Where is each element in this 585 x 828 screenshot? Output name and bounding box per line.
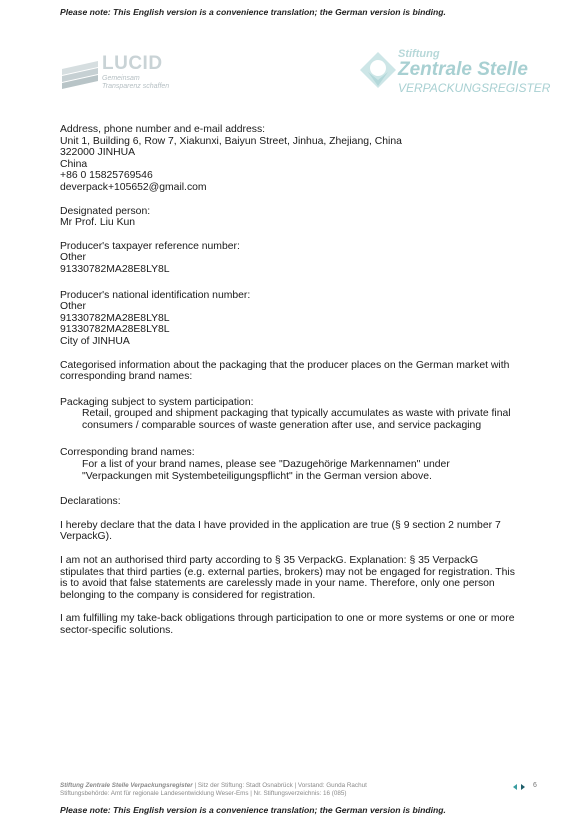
- national-id-number-1: 91330782MA28E8LY8L: [60, 312, 170, 324]
- declaration-3-line-1: I am fulfilling my take-back obligations through participation to one or more systems or one or more: [60, 613, 515, 625]
- page-number: 6: [533, 782, 537, 789]
- lucid-wordmark: LUCID: [102, 53, 163, 74]
- address-country: China: [60, 158, 88, 170]
- tax-label: Producer's taxpayer reference number:: [60, 240, 240, 252]
- declaration-2-line-1: I am not an authorised third party according to § 35 VerpackG. Explanation: § 35 VerpackG: [60, 555, 479, 567]
- declaration-2-line-3: is to avoid that false statements are carelessly made in your name. Therefore, only one person: [60, 578, 495, 590]
- binding-note-bottom: Please note: This English version is a convenience translation; the German version is binding.: [60, 805, 446, 815]
- declarations-label: Declarations:: [60, 496, 121, 508]
- zsvr-logo: [358, 48, 551, 96]
- national-id-city: City of JINHUA: [60, 335, 130, 347]
- categorised-line-2: corresponding brand names:: [60, 371, 193, 383]
- page-footer: [60, 782, 550, 798]
- address-label: Address, phone number and e-mail address:: [60, 124, 266, 135]
- tax-type: Other: [60, 252, 86, 264]
- declaration-1-line-2: VerpackG).: [60, 531, 112, 543]
- declaration-3: [60, 613, 535, 636]
- binding-note-top: Please note: This English version is a convenience translation; the German version is binding.: [60, 7, 446, 17]
- zsvr-line-2: Zentrale Stelle: [398, 59, 528, 80]
- national-id-block: [60, 290, 535, 348]
- national-id-type: Other: [60, 301, 86, 313]
- packaging-label: Packaging subject to system participation:: [60, 396, 254, 408]
- tax-block: [60, 241, 535, 276]
- categorised-line-1: Categorised information about the packaging that the producer places on the German market with: [60, 359, 510, 371]
- lucid-mark-icon: [60, 57, 100, 91]
- zsvr-line-3: VERPACKUNGSREGISTER: [398, 81, 551, 95]
- declaration-2-line-4: belonging to the company is considered for registration.: [60, 589, 316, 601]
- declaration-1: [60, 520, 535, 543]
- declaration-1-line-1: I hereby declare that the data I have provided in the application are true (§ 9 section 2 number 7: [60, 519, 501, 531]
- footer-org: Stiftung Zentrale Stelle Verpackungsregister: [60, 782, 193, 789]
- designated-name: Mr Prof. Liu Kun: [60, 217, 136, 229]
- national-id-number-2: 91330782MA28E8LY8L: [60, 324, 170, 336]
- lucid-tagline-2: Transparenz schaffen: [102, 83, 170, 90]
- packaging-line-2: consumers / comparable sources of waste generation after use, and service packaging: [82, 419, 482, 431]
- footer-line-2: Stiftungsbehörde: Amt für regionale Landesentwicklung Weser-Ems | Nr. Stiftungsverzeichnis: 16 (085): [60, 790, 347, 797]
- declaration-2: [60, 555, 535, 601]
- categorised-block: [60, 360, 535, 383]
- declaration-3-line-2: sector-specific solutions.: [60, 625, 174, 636]
- designated-label: Designated person:: [60, 205, 151, 217]
- brands-line-2: "Verpackungen mit Systembeteiligungspflicht" in the German version above.: [82, 470, 432, 482]
- address-street: Unit 1, Building 6, Row 7, Xiakunxi, Baiyun Street, Jinhua, Zhejiang, China: [60, 135, 402, 147]
- address-postal: 322000 JINHUA: [60, 147, 136, 159]
- packaging-block: [60, 397, 535, 432]
- brands-label: Corresponding brand names:: [60, 447, 195, 459]
- brands-line-1: For a list of your brand names, please see "Dazugehörige Markennamen" under: [82, 459, 450, 471]
- address-phone: +86 0 15825769546: [60, 170, 153, 182]
- address-block: [60, 124, 535, 194]
- document-body: [60, 124, 535, 649]
- tax-number: 91330782MA28E8LY8L: [60, 263, 170, 275]
- page-arrows-icon: [513, 783, 525, 791]
- lucid-logo: [60, 54, 185, 94]
- footer-line-1-rest: | Sitz der Stiftung: Stadt Osnabrück | Vorstand: Gunda Rachut: [192, 782, 367, 789]
- national-id-label: Producer's national identification number:: [60, 289, 251, 301]
- packaging-line-1: Retail, grouped and shipment packaging that typically accumulates as waste with private final: [82, 408, 511, 420]
- address-email: deverpack+105652@gmail.com: [60, 181, 207, 193]
- lucid-tagline-1: Gemeinsam: [102, 75, 140, 82]
- brands-block: [60, 447, 535, 482]
- declaration-2-line-2: stipulates that third parties (e.g. external parties, brokers) may not be engaged for registration. This: [60, 566, 515, 578]
- zsvr-mark-icon: [358, 50, 398, 90]
- designated-block: [60, 206, 535, 229]
- zsvr-line-1: Stiftung: [398, 48, 440, 60]
- footer-line-1: [60, 782, 550, 790]
- declarations-heading-block: [60, 496, 535, 508]
